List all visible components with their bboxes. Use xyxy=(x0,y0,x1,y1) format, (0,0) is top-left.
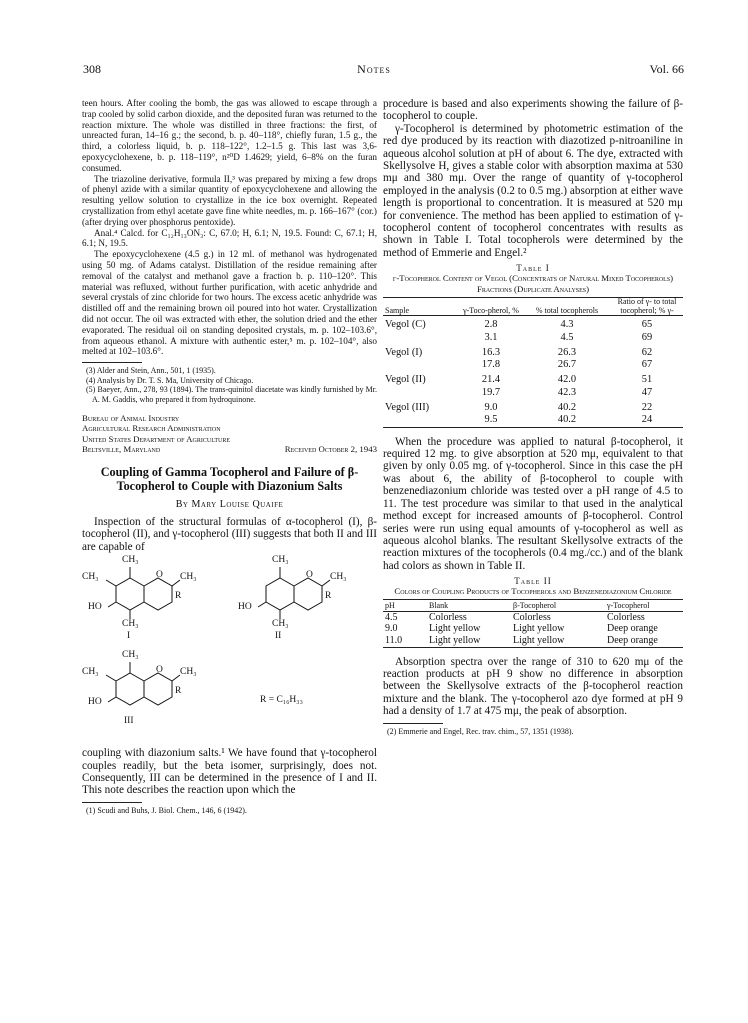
affiliation-line: Agricultural Research Administration xyxy=(82,423,221,434)
formula-number: III xyxy=(124,716,134,727)
table-cell: 9.0 xyxy=(385,623,398,635)
table-cell: Deep orange xyxy=(607,623,658,635)
formula-number: II xyxy=(275,631,282,642)
volume-number: Vol. 66 xyxy=(649,62,684,76)
article-author: By Mary Louise Quaife xyxy=(175,498,284,510)
r-definition: R = C₁₆H₃₃ xyxy=(260,695,303,706)
table-row xyxy=(383,635,683,647)
table-cell: 42.3 xyxy=(557,386,577,398)
table-header: Blank xyxy=(427,599,511,611)
table-cell: 19.7 xyxy=(481,386,501,398)
table-1 xyxy=(383,297,683,427)
affiliation-line: United States Department of Agriculture xyxy=(82,433,230,444)
left-column xyxy=(82,98,377,815)
table-title: γ-Tocopherol Content of Vegol (Concentrats of Natural Mixed Tocopherols) Fractions (Duplicate Analyses) xyxy=(392,273,674,294)
paragraph: γ-Tocopherol is determined by photometric estimation of the red dye produced by its reaction with diazotized p-nitroaniline in aqueous alcohol solution at pH of about 6. The dye, extracted with Skellysolve H, gives a stable color with absorption maxima at 530 mμ and 380 mμ. Over the range of quantity of γ-tocopherol employed in the analysis (0.2 to 0.5 mg.) absorption at either wave length is proportional to concentration. It is measured at 520 mμ for convenience. The method has been applied to estimation of γ-tocopherol content of tocopherol concentrates with results as shown in Table I. Total tocopherols were determined by the method of Emmerie and Engel.² xyxy=(383,122,683,259)
formula-label: R xyxy=(175,591,182,602)
paragraph: When the procedure was applied to natural β-tocopherol, it required 12 mg. to give absorption at 520 mμ, equivalent to that given by only 0.05 mg. of γ-tocopherol. Since in this case the pH was about 6, the ability of β-tocopherol to couple with benzenediazonium chloride was tested over a pH range of 4.5 to 11. The test procedure was similar to that used in the analytical method except for increased amounts of β-tocopherol. Control series were run using equal amounts of γ-tocopherol as well as aqueous alcohol blanks. The resultant Skellysolve extracts of the reaction mixtures of the tocopherols (0.4 mg./cc.) and of the blank had colors as shown in Table II. xyxy=(383,435,683,572)
table-cell: Light yellow xyxy=(513,623,565,635)
paragraph: coupling with diazonium salts.¹ We have found that γ-tocopherol couples readily, but the beta isomer, surprisingly, does not. Consequently, III can be determined in the presence of I and II. This note describes the reaction upon which the xyxy=(82,747,377,797)
footnote-rule xyxy=(82,362,142,363)
formula-label: CH₃ xyxy=(82,572,99,583)
table-cell: 40.2 xyxy=(557,402,577,414)
right-column xyxy=(383,98,683,736)
page-header xyxy=(0,62,748,80)
table-row xyxy=(383,371,683,386)
paragraph: The triazoline derivative, formula II,³ was prepared by mixing a few drops of phenyl azide with a similar quantity of epoxycyclohexene and allowing the resulting yellow solution to crystallize in the ice box overnight. Repeated crystallization from ethyl acetate gave fine white needles, m. p. 166–167° (cor.) (after drying over phosphorus pentoxide). xyxy=(82,173,377,227)
table-row xyxy=(383,359,683,371)
table-cell: 51 xyxy=(641,374,653,386)
formula-label: CH₃ xyxy=(272,619,289,630)
table-cell: Vegol (III) xyxy=(385,402,430,414)
footnote: (3) Alder and Stein, Ann., 501, 1 (1935). xyxy=(86,366,216,376)
table-cell: Light yellow xyxy=(427,635,511,647)
table-caption: Table II xyxy=(514,576,552,587)
table-cell: 4.5 xyxy=(560,331,574,343)
formula-label: CH₃ xyxy=(180,667,197,678)
table-cell: Vegol (I) xyxy=(385,346,423,358)
formula-label: R xyxy=(325,591,332,602)
table-cell: Deep orange xyxy=(605,635,683,647)
footnote-rule xyxy=(82,802,142,803)
table-cell: 22 xyxy=(641,402,653,414)
received-date: Received October 2, 1943 xyxy=(284,444,377,455)
formula-label: O xyxy=(306,570,313,581)
table-row xyxy=(383,623,683,635)
affiliation-block xyxy=(82,413,377,455)
formula-label: CH₃ xyxy=(122,555,139,566)
footnote: (5) Baeyer, Ann., 278, 93 (1894). The trans-quinitol diacetate was kindly furnished by Mr. A. M. Gaddis, who prepared it from hydroquinone. xyxy=(86,385,377,404)
table-row xyxy=(383,387,683,399)
footnote: (2) Emmerie and Engel, Rec. trav. chim., 57, 1351 (1938). xyxy=(387,726,574,736)
benzene-ring-ii xyxy=(266,578,294,610)
table-cell: Light yellow xyxy=(429,623,481,635)
table-cell xyxy=(383,332,459,344)
table-header: γ-Toco-pherol, % xyxy=(459,298,523,316)
table-cell: 21.4 xyxy=(481,374,501,386)
pyran-ring-iii xyxy=(144,673,172,705)
footnote: (4) Analysis by Dr. T. S. Ma, University of Chicago. xyxy=(86,375,254,385)
formula-label: CH₃ xyxy=(122,619,139,630)
table-cell: Vegol (II) xyxy=(385,374,426,386)
paragraph: teen hours. After cooling the bomb, the gas was allowed to escape through a trap cooled by solid carbon dioxide, and the deposited furan was returned to the reaction mixture. The whole was distilled in three fractions: the first, of unreacted furan, 14–16 g.; the second, b. p. 40–118°, chiefly furan, 1.5 g., the third, a colorless liquid, b. p. 118–122°, 1.2–1.5 g. This last was 3,6-epoxycyclohexene, b. p. 118–119°, n²⁰D 1.4629; yield, 6–8% on the furan consumed. xyxy=(82,98,377,173)
table-row xyxy=(383,344,683,359)
table-cell: 2.8 xyxy=(484,319,498,331)
footnote-rule xyxy=(383,723,443,724)
table-cell: Colorless xyxy=(607,611,645,623)
table-cell: 26.3 xyxy=(557,346,577,358)
table-cell: 9.0 xyxy=(484,402,498,414)
table-cell: 4.3 xyxy=(560,319,574,331)
table-cell xyxy=(383,387,459,399)
table-row xyxy=(383,414,683,427)
pyran-ring-i xyxy=(144,578,172,610)
article-title: Coupling of Gamma Tocopherol and Failure of β-Tocopherol to Couple with Diazonium Salts xyxy=(100,464,359,493)
table-cell: 11.0 xyxy=(383,635,427,647)
table-caption: Table I xyxy=(516,263,550,274)
table-header: β-Tocopherol xyxy=(511,599,605,611)
table-cell: Colorless xyxy=(429,611,467,623)
formula-label: HO xyxy=(238,602,252,613)
table-cell: 26.7 xyxy=(557,359,577,371)
structural-formulas-drawing xyxy=(82,553,377,771)
table-cell: 47 xyxy=(641,386,653,398)
table-row xyxy=(383,399,683,414)
formula-label: HO xyxy=(88,697,102,708)
formula-label: CH₃ xyxy=(330,572,347,583)
table-cell xyxy=(383,359,459,371)
formula-label: O xyxy=(156,665,163,676)
footnote: (1) Scudi and Buhs, J. Biol. Chem., 146, 6 (1942). xyxy=(86,805,247,815)
paragraph: The epoxycyclohexene (4.5 g.) in 12 ml. of methanol was hydrogenated using 50 mg. of Adams catalyst. Distillation of the residue remaining after removal of the catalyst and methanol gave a fraction b. p. 110–120°. This material was refluxed, without further purification, with acetic anhydride and several crystals of zinc chloride for two hours. The excess acetic anhydride was distilled off and the remaining brown oil poured into hot water. Crystallization did not occur. The oil was extracted with ether, the solution dried and the ether evaporated. The residual oil on standing deposited crystals, m. p. 102–103.6°, from aqueous ethanol. A mixture with authentic ester,⁵ m. p. 102–104°, also melted at 102–103.6°. xyxy=(82,249,377,357)
table-cell: 65 xyxy=(641,319,653,331)
table-cell: Light yellow xyxy=(511,635,605,647)
benzene-ring-iii xyxy=(116,673,144,705)
affiliation-line: Bureau of Animal Industry xyxy=(82,412,180,423)
paragraph: Absorption spectra over the range of 310 to 620 mμ of the reaction products at pH 9 show no difference in absorption between the Skellysolve extracts of the β-tocopherol reaction mixture and the blank. The γ-tocopherol azo dye formed at pH 9 had a density of 1.7 at 475 mμ, the peak of absorption. xyxy=(383,655,683,718)
table-cell: 69 xyxy=(641,331,653,343)
table-cell: 16.3 xyxy=(481,346,501,358)
table-cell: 17.8 xyxy=(481,359,501,371)
table-cell: Colorless xyxy=(513,611,551,623)
formula-number: I xyxy=(127,631,131,642)
table-cell: Vegol (C) xyxy=(385,319,426,331)
paragraph: procedure is based and also experiments showing the failure of β-tocopherol to couple. xyxy=(383,98,683,123)
formula-label: O xyxy=(156,570,163,581)
formula-label: CH₃ xyxy=(82,667,99,678)
table-cell: 3.1 xyxy=(484,331,498,343)
table-cell: 24 xyxy=(611,414,683,427)
table-cell: 9.5 xyxy=(459,414,523,427)
table-header: Sample xyxy=(383,298,459,316)
formula-label: R xyxy=(175,686,182,697)
table-row xyxy=(383,332,683,344)
formula-label: HO xyxy=(88,602,102,613)
structural-formulas xyxy=(82,553,377,771)
table-header: Ratio of γ- to total tocopherol; % γ- xyxy=(611,298,683,316)
table-cell: 40.2 xyxy=(523,414,611,427)
formula-label: CH₃ xyxy=(122,650,139,661)
table-header: γ-Tocopherol xyxy=(605,599,683,611)
table-2 xyxy=(383,599,683,648)
table-cell: 62 xyxy=(641,346,653,358)
table-title: Colors of Coupling Products of Tocopherols and Benzenediazonium Chloride xyxy=(394,586,672,597)
section-title: Notes xyxy=(357,62,391,76)
table-header: pH xyxy=(383,599,427,611)
formula-label: CH₃ xyxy=(180,572,197,583)
table-row xyxy=(383,316,683,332)
table-cell: 42.0 xyxy=(557,374,577,386)
table-cell: 4.5 xyxy=(385,611,398,623)
affiliation-city: Beltsville, Maryland xyxy=(82,444,161,455)
table-row xyxy=(383,611,683,623)
formula-label: CH₃ xyxy=(272,555,289,566)
page-number: 308 xyxy=(83,62,101,76)
affiliation-line xyxy=(82,444,377,455)
table-header: % total tocopherols xyxy=(523,298,611,316)
table-cell: 67 xyxy=(641,359,653,371)
benzene-ring-i xyxy=(116,578,144,610)
paragraph: Inspection of the structural formulas of α-tocopherol (I), β-tocopherol (II), and γ-tocopherol (III) suggests that both II and III are capable of xyxy=(82,515,377,553)
table-cell xyxy=(383,414,459,427)
pyran-ring-ii xyxy=(294,578,322,610)
analysis-paragraph: Anal.⁴ Calcd. for C₁₂H₁₃ON₃: C, 67.0; H, 6.1; N, 19.5. Found: C, 67.1; H, 6.1; N, 19.5. xyxy=(82,227,377,249)
